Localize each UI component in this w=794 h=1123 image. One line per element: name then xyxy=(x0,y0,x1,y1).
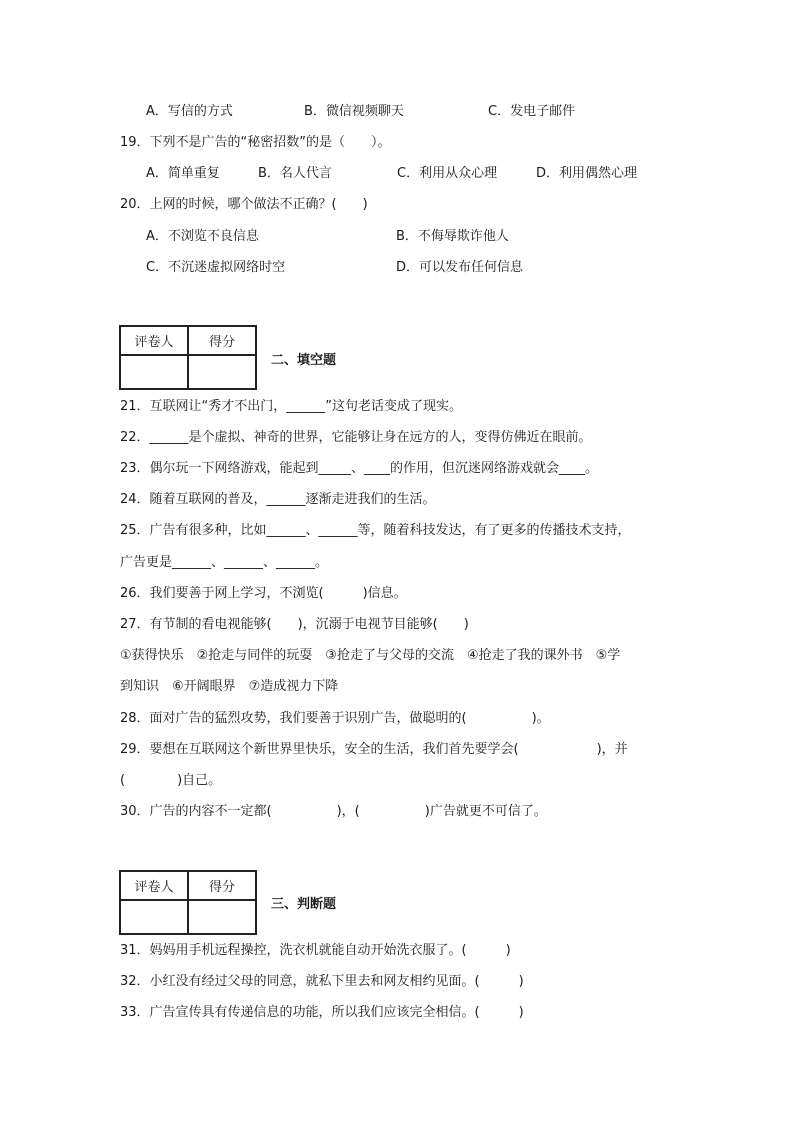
q26: 26．我们要善于网上学习，不浏览( )信息。 xyxy=(120,586,407,601)
q20-option-d: D．可以发布任何信息 xyxy=(396,260,524,275)
score-box-section2 xyxy=(119,325,257,390)
q19-option-a: A．简单重复 xyxy=(146,166,220,181)
score-box-section3 xyxy=(119,870,257,935)
reviewer-label: 评卷人 xyxy=(120,871,188,900)
q20-option-a: A．不浏览不良信息 xyxy=(146,229,259,244)
q20-option-c: C．不沉迷虚拟网络时空 xyxy=(146,260,286,275)
q33: 33．广告宣传具有传递信息的功能，所以我们应该完全相信。( ) xyxy=(120,1005,524,1020)
q22: 22．______是个虚拟、神奇的世界，它能够让身在远方的人，变得仿佛近在眼前。 xyxy=(120,430,592,445)
q29-line2: ( )自己。 xyxy=(120,773,222,788)
q27-choices-line1: ①获得快乐 ②抢走与同伴的玩耍 ③抢走了与父母的交流 ④抢走了我的课外书 ⑤学 xyxy=(120,648,621,663)
score-label: 得分 xyxy=(188,326,256,355)
q19-stem: 19．下列不是广告的“秘密招数”的是（ ）。 xyxy=(120,135,391,150)
q21: 21．互联网让“秀才不出门，______”这句老话变成了现实。 xyxy=(120,399,463,414)
q20-stem: 20．上网的时候，哪个做法不正确？( ) xyxy=(120,197,368,212)
q23: 23．偶尔玩一下网络游戏，能起到_____、____的作用，但沉迷网络游戏就会____。 xyxy=(120,461,599,476)
q28: 28．面对广告的猛烈攻势，我们要善于识别广告，做聪明的( )。 xyxy=(120,711,550,726)
section2-title: 二、填空题 xyxy=(271,353,337,368)
score-cell xyxy=(188,900,256,934)
q18-option-a: A．写信的方式 xyxy=(146,104,233,119)
score-label: 得分 xyxy=(188,871,256,900)
score-cell xyxy=(188,355,256,389)
reviewer-cell xyxy=(120,355,188,389)
q31: 31．妈妈用手机远程操控，洗衣机就能自动开始洗衣服了。( ) xyxy=(120,943,511,958)
q25-line2: 广告更是______、______、______。 xyxy=(120,555,329,570)
q24: 24．随着互联网的普及，______逐渐走进我们的生活。 xyxy=(120,492,436,507)
section3-title: 三、判断题 xyxy=(271,897,337,912)
q19-option-d: D．利用偶然心理 xyxy=(536,166,638,181)
reviewer-cell xyxy=(120,900,188,934)
q25-line1: 25．广告有很多种，比如______、______等，随着科技发达，有了更多的传播技术支持， xyxy=(120,523,631,538)
reviewer-label: 评卷人 xyxy=(120,326,188,355)
q27-stem: 27．有节制的看电视能够( )，沉溺于电视节目能够( ) xyxy=(120,617,469,632)
q27-choices-line2: 到知识 ⑥开阔眼界 ⑦造成视力下降 xyxy=(120,679,339,694)
q29-line1: 29．要想在互联网这个新世界里快乐，安全的生活，我们首先要学会( )，并 xyxy=(120,742,628,757)
q18-option-c: C．发电子邮件 xyxy=(488,104,576,119)
q20-option-b: B．不侮辱欺诈他人 xyxy=(396,229,509,244)
q19-option-c: C．利用从众心理 xyxy=(397,166,498,181)
q32: 32．小红没有经过父母的同意，就私下里去和网友相约见面。( ) xyxy=(120,974,524,989)
q30: 30．广告的内容不一定都( )，( )广告就更不可信了。 xyxy=(120,804,547,819)
q18-option-b: B．微信视频聊天 xyxy=(304,104,404,119)
q19-option-b: B．名人代言 xyxy=(258,166,332,181)
